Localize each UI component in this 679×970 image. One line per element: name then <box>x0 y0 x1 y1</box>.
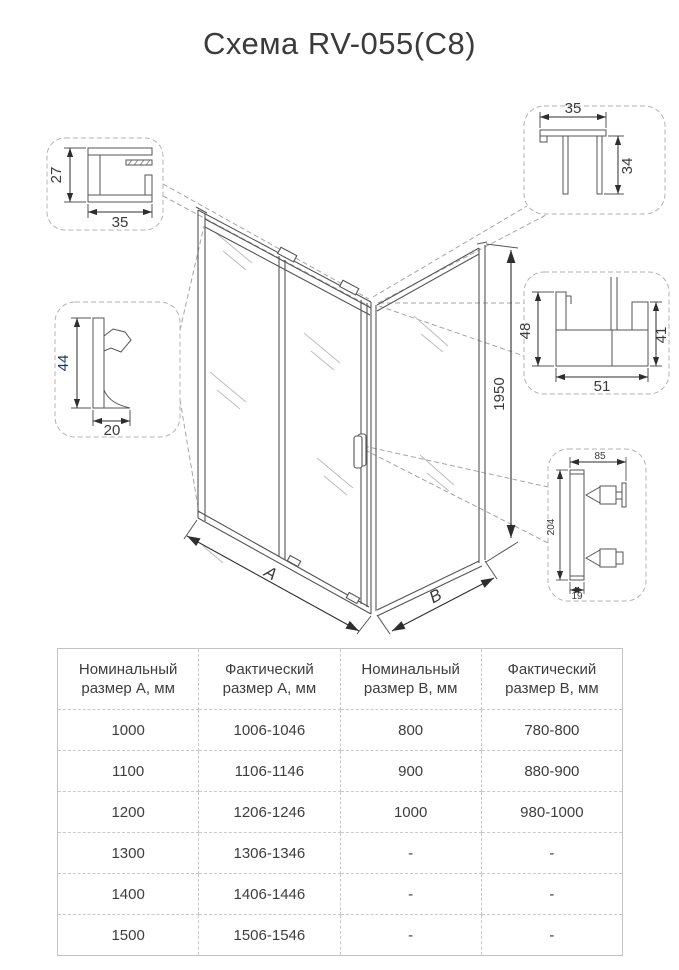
sill-right-height-label: 41 <box>653 326 670 344</box>
t-profile-height-label: 34 <box>619 157 636 175</box>
detail-c-profile <box>47 138 163 231</box>
t-profile-width-label: 35 <box>564 100 582 117</box>
table-row <box>58 751 623 792</box>
table-cell: 800 <box>340 710 481 751</box>
main-enclosure-view <box>196 207 487 616</box>
callout-leader-lines <box>163 184 548 543</box>
side-panel <box>377 242 487 616</box>
header-actual-b: Фактический размер В, мм <box>481 649 622 710</box>
table-cell: 1506-1546 <box>199 915 340 956</box>
wall-profile-width-label: 20 <box>103 422 121 439</box>
dimension-depth-B <box>377 561 497 634</box>
header-nominal-b: Номинальный размер В, мм <box>340 649 481 710</box>
table-cell: - <box>481 915 622 956</box>
table-row <box>58 915 623 956</box>
sill-width-label: 51 <box>593 378 611 395</box>
table-cell: 1500 <box>58 915 199 956</box>
table-row <box>58 710 623 751</box>
corner-post <box>371 302 376 614</box>
table-cell: 1406-1446 <box>199 874 340 915</box>
table-header-row <box>58 649 623 710</box>
c-profile-height-label: 27 <box>48 166 65 184</box>
table-cell: 880-900 <box>481 751 622 792</box>
table-cell: - <box>340 874 481 915</box>
detail-sill-profile <box>517 272 670 395</box>
table-cell: 1000 <box>340 792 481 833</box>
table-cell: - <box>481 874 622 915</box>
table-cell: 1000 <box>58 710 199 751</box>
table-cell: 1300 <box>58 833 199 874</box>
table-cell: 1306-1346 <box>199 833 340 874</box>
page-title: Схема RV-055(C8) <box>202 26 477 61</box>
table-cell: - <box>481 833 622 874</box>
table-cell: 980-1000 <box>481 792 622 833</box>
table-cell: 900 <box>340 751 481 792</box>
table-cell: 1400 <box>58 874 199 915</box>
table-cell: 1100 <box>58 751 199 792</box>
width-dim-label: A <box>261 562 281 585</box>
table-row <box>58 792 623 833</box>
wall-profile-height-label: 44 <box>55 354 72 372</box>
detail-handle <box>546 449 646 602</box>
dimension-height-1950 <box>486 244 518 562</box>
table-cell: 1106-1146 <box>199 751 340 792</box>
handle-width-label: 85 <box>594 451 606 462</box>
middle-stile <box>279 256 285 560</box>
header-nominal-a: Номинальный размер А, мм <box>58 649 199 710</box>
handle-length-label: 204 <box>546 518 557 536</box>
table-row <box>58 833 623 874</box>
table-cell: 1206-1246 <box>199 792 340 833</box>
c-profile-width-label: 35 <box>111 214 129 231</box>
header-actual-a: Фактический размер А, мм <box>199 649 340 710</box>
table-cell: - <box>340 915 481 956</box>
sill-left-height-label: 48 <box>517 322 534 340</box>
door-rollers <box>278 247 360 603</box>
table-cell: 1006-1046 <box>199 710 340 751</box>
depth-dim-label: B <box>425 585 445 608</box>
height-dim-label: 1950 <box>491 377 508 411</box>
table-cell: - <box>340 833 481 874</box>
detail-t-profile <box>524 100 665 214</box>
table-row <box>58 874 623 915</box>
table-cell: 1200 <box>58 792 199 833</box>
size-table <box>57 648 623 956</box>
dimension-width-A <box>184 520 371 634</box>
door-handle <box>354 434 366 468</box>
left-wall-post <box>196 207 207 521</box>
handle-thickness-label: 19 <box>571 591 583 602</box>
detail-wall-profile <box>55 302 180 439</box>
table-cell: 780-800 <box>481 710 622 751</box>
